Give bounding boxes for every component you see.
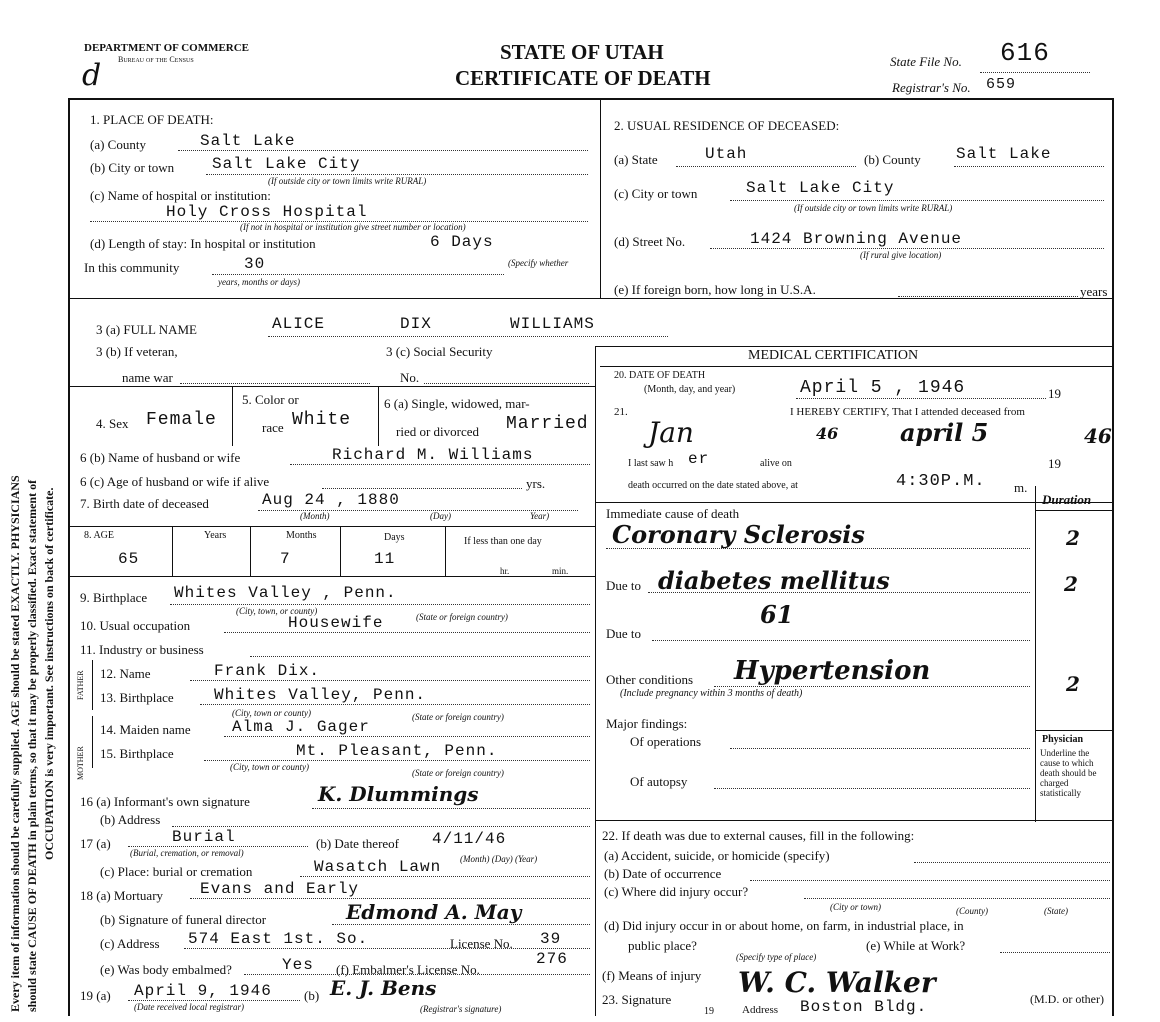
mother-vertical-label: MOTHER <box>76 746 85 780</box>
social-security-label: 3 (c) Social Security <box>386 344 493 359</box>
external-specify-place: (Specify type of place) <box>736 952 817 962</box>
external-b: (b) Date of occurrence <box>604 866 722 881</box>
external-state: (State) <box>1044 906 1068 916</box>
handwritten-mark: d <box>82 58 102 93</box>
external-work: (e) While at Work? <box>866 938 966 953</box>
operations-label: Of operations <box>630 734 702 749</box>
side-note-line-3: OCCUPATION is very important. See instructions on back of certificate. <box>42 487 56 860</box>
residence-state: Utah <box>705 145 748 163</box>
residence-city-note: (If outside city or town limits write RURAL) <box>794 203 953 213</box>
external-a: (a) Accident, suicide, or homicide (specify) <box>604 848 830 863</box>
place-hospital: Holy Cross Hospital <box>166 203 368 221</box>
residence-city-label: (c) City or town <box>614 186 698 201</box>
medical-title: MEDICAL CERTIFICATION <box>748 348 919 363</box>
duration-1: 2 <box>1066 526 1080 550</box>
physician-md-label: (M.D. or other) <box>1030 992 1104 1006</box>
age-years: 65 <box>118 550 140 568</box>
place-heading: 1. PLACE OF DEATH: <box>90 112 214 127</box>
physician-sig-label: 23. Signature <box>602 992 672 1007</box>
burial-place: Wasatch Lawn <box>314 858 442 876</box>
filed-label: 19 (a) <box>80 988 111 1003</box>
father-name: Frank Dix. <box>214 662 321 680</box>
sex-label: 4. Sex <box>96 416 129 431</box>
name-label: 3 (a) FULL NAME <box>96 322 197 337</box>
burial-date: 4/11/46 <box>432 830 507 848</box>
autopsy-label: Of autopsy <box>630 774 688 789</box>
birth-month-note: (Month) <box>300 511 330 521</box>
place-community-label: In this community <box>84 260 180 275</box>
birthplace-value: Whites Valley , Penn. <box>174 584 397 602</box>
department-label: DEPARTMENT OF COMMERCE <box>84 42 250 54</box>
death-time-m: m. <box>1014 480 1028 495</box>
death-date-label: 20. DATE OF DEATH <box>614 370 706 381</box>
birth-date: Aug 24 , 1880 <box>262 491 400 509</box>
residence-foreign-label: (e) If foreign born, how long in U.S.A. <box>614 282 816 297</box>
occupation-label: 10. Usual occupation <box>80 618 191 633</box>
informant-label: 16 (a) Informant's own signature <box>80 794 250 809</box>
residence-street-label: (d) Street No. <box>614 234 686 249</box>
residence-street-note: (If rural give location) <box>860 250 942 260</box>
residence-street: 1424 Browning Avenue <box>750 230 963 248</box>
burial-number: 17 (a) <box>80 836 111 851</box>
state-file-label: State File No. <box>890 54 962 69</box>
race-label: race <box>262 420 284 435</box>
occupation-value: Housewife <box>288 614 384 632</box>
embalmed-value: Yes <box>282 956 314 974</box>
duration-3: 2 <box>1066 672 1080 696</box>
external-c: (c) Where did injury occur? <box>604 884 749 899</box>
birthplace-state-note: (State or foreign country) <box>416 612 508 622</box>
burial-method: Burial <box>172 828 236 846</box>
burial-date-note: (Month) (Day) (Year) <box>460 854 538 864</box>
cert-number: 21. <box>614 406 628 418</box>
age-months: 7 <box>280 550 291 568</box>
other-conditions-label: Other conditions <box>606 672 694 687</box>
physician-address-label: Address <box>742 1004 779 1016</box>
mortuary-label: 18 (a) Mortuary <box>80 888 164 903</box>
state-file-number: 616 <box>1000 38 1050 68</box>
embalmer-license: 276 <box>536 950 568 968</box>
place-stay: 6 Days <box>430 233 494 251</box>
filed-date: April 9, 1946 <box>134 982 272 1000</box>
residence-county-label: (b) County <box>864 152 921 167</box>
burial-place-label: (c) Place: burial or cremation <box>100 864 253 879</box>
handwritten-annotation: 61 <box>760 600 794 629</box>
external-f: (f) Means of injury <box>602 968 702 983</box>
name-first: ALICE <box>272 315 326 333</box>
contributing-cause: diabetes mellitus <box>658 566 890 595</box>
mother-birthplace-label: 15. Birthplace <box>100 746 174 761</box>
age-months-label: Months <box>286 530 317 541</box>
place-units: years, months or days) <box>218 277 300 287</box>
physician-address: Boston Bldg. <box>800 998 928 1016</box>
name-last: WILLIAMS <box>510 315 595 333</box>
form-title-state: STATE OF UTAH <box>500 40 664 64</box>
funeral-license-label: License No. <box>450 936 513 951</box>
alive-on-19: 19 <box>1048 456 1061 471</box>
last-saw-pronoun: er <box>688 450 710 468</box>
other-conditions: Hypertension <box>734 656 931 686</box>
death-date-19: 19 <box>1048 386 1061 401</box>
bureau-label: Bureau of the Census <box>118 55 194 64</box>
immediate-cause: Coronary Sclerosis <box>612 520 865 549</box>
place-city: Salt Lake City <box>212 155 361 173</box>
funeral-license: 39 <box>540 930 562 948</box>
place-county: Salt Lake <box>200 132 296 150</box>
attended-from-year: 46 <box>816 424 839 443</box>
other-conditions-note: (Include pregnancy within 3 months of death) <box>620 688 803 699</box>
filed-note: (Date received local registrar) <box>134 1002 245 1012</box>
age-less-label: If less than one day <box>464 536 542 547</box>
marital-value: Married <box>506 414 589 434</box>
age-min: min. <box>552 566 569 576</box>
attended-to: april 5 <box>900 418 989 447</box>
alive-on-label: alive on <box>760 458 792 469</box>
cert-statement: I HEREBY CERTIFY, That I attended deceased from <box>790 406 1025 418</box>
side-note-line-2: should state CAUSE OF DEATH in plain terms, so that it may be properly classified. Exact statement of <box>25 479 39 1012</box>
registrar-label: Registrar's No. <box>892 80 971 95</box>
physician-note: Underline the cause to which death should be charged statistically <box>1040 748 1097 798</box>
father-birthplace: Whites Valley, Penn. <box>214 686 427 704</box>
external-d-2: public place? <box>628 938 697 953</box>
place-hospital-note: (If not in hospital or institution give street number or location) <box>240 222 466 232</box>
burial-note: (Burial, cremation, or removal) <box>130 848 244 858</box>
attended-from: Jan <box>648 416 694 449</box>
burial-date-label: (b) Date thereof <box>316 836 400 851</box>
director-label: (b) Signature of funeral director <box>100 912 267 927</box>
spouse-value: Richard M. Williams <box>332 446 534 464</box>
sex-value: Female <box>146 410 217 430</box>
marital-label: 6 (a) Single, widowed, mar- <box>384 396 530 411</box>
spouse-yrs: yrs. <box>526 476 546 491</box>
external-city-town: (City or town) <box>830 902 881 912</box>
external-d: (d) Did injury occur in or about home, on farm, in industrial place, in <box>604 918 964 933</box>
informant-signature: K. Dlummings <box>318 782 479 806</box>
place-county-label: (a) County <box>90 137 146 152</box>
race-value: White <box>292 410 352 430</box>
father-vertical-label: FATHER <box>76 670 85 700</box>
father-bp-city-note: (City, town or county) <box>232 708 311 718</box>
duration-2: 2 <box>1064 572 1078 596</box>
last-saw-label: I last saw h <box>628 458 674 469</box>
veteran-label: 3 (b) If veteran, <box>96 344 178 359</box>
spouse-age-label: 6 (c) Age of husband or wife if alive <box>80 474 270 489</box>
age-years-label: Years <box>204 530 227 541</box>
age-days: 11 <box>374 550 396 568</box>
industry-label: 11. Industry or business <box>80 642 204 657</box>
embalmer-license-label: (f) Embalmer's License No. <box>336 962 480 977</box>
death-time: 4:30P.M. <box>896 472 986 491</box>
spouse-label: 6 (b) Name of husband or wife <box>80 450 241 465</box>
birthplace-label: 9. Birthplace <box>80 590 148 605</box>
birthplace-city-note: (City, town, or county) <box>236 606 318 616</box>
registrar-signature: E. J. Bens <box>330 976 437 1000</box>
side-note-line-1: Every item of information should be carefully supplied. AGE should be stated EXACTLY. PHYSICIANS <box>8 475 22 1012</box>
death-date: April 5 , 1946 <box>800 378 966 398</box>
external-heading: 22. If death was due to external causes, fill in the following: <box>602 828 915 843</box>
embalmed-label: (e) Was body embalmed? <box>100 962 232 977</box>
place-specify: (Specify whether <box>508 258 569 268</box>
place-city-label: (b) City or town <box>90 160 175 175</box>
name-war-label: name war <box>122 370 173 385</box>
birth-year-note: Year) <box>530 511 550 521</box>
duration-header: Duration <box>1042 492 1092 507</box>
place-community: 30 <box>244 255 266 273</box>
color-label: 5. Color or <box>242 392 299 407</box>
mother-bp-city-note: (City, town or county) <box>230 762 309 772</box>
external-county: (County) <box>956 906 988 916</box>
due-to-label-1: Due to <box>606 578 642 593</box>
physician-date-19: 19 <box>704 1006 714 1017</box>
informant-address-label: (b) Address <box>100 812 161 827</box>
physician-note-title: Physician <box>1042 734 1084 745</box>
mortuary-value: Evans and Early <box>200 880 360 898</box>
birth-date-label: 7. Birth date of deceased <box>80 496 209 511</box>
mother-maiden-label: 14. Maiden name <box>100 722 191 737</box>
place-hospital-label: (c) Name of hospital or institution: <box>90 188 271 203</box>
major-findings-label: Major findings: <box>606 716 688 731</box>
residence-city: Salt Lake City <box>746 179 895 197</box>
age-hr: hr. <box>500 566 510 576</box>
place-city-note: (If outside city or town limits write RURAL) <box>268 176 427 186</box>
father-birthplace-label: 13. Birthplace <box>100 690 174 705</box>
father-name-label: 12. Name <box>100 666 151 681</box>
funeral-address: 574 East 1st. So. <box>188 930 369 948</box>
age-days-label: Days <box>384 532 405 543</box>
immediate-cause-label: Immediate cause of death <box>606 506 740 521</box>
registrar-sig-label: (b) <box>304 988 320 1003</box>
mother-bp-state-note: (State or foreign country) <box>412 768 504 778</box>
father-bp-state-note: (State or foreign country) <box>412 712 504 722</box>
due-to-label-2: Due to <box>606 626 642 641</box>
director-signature: Edmond A. May <box>346 900 522 924</box>
registrar-sig-note: (Registrar's signature) <box>420 1004 502 1014</box>
form-title: CERTIFICATE OF DEATH <box>455 66 711 90</box>
residence-county: Salt Lake <box>956 145 1052 163</box>
funeral-address-label: (c) Address <box>100 936 160 951</box>
residence-years: years <box>1080 284 1108 299</box>
ss-no-label: No. <box>400 370 420 385</box>
registrar-number: 659 <box>986 76 1017 93</box>
attended-to-year: 46 <box>1084 424 1112 448</box>
name-middle: DIX <box>400 315 432 333</box>
place-stay-label: (d) Length of stay: In hospital or institution <box>90 236 316 251</box>
residence-heading: 2. USUAL RESIDENCE OF DECEASED: <box>614 118 840 133</box>
age-label: 8. AGE <box>84 530 114 541</box>
mother-maiden: Alma J. Gager <box>232 718 370 736</box>
death-date-sub: (Month, day, and year) <box>644 384 736 395</box>
physician-signature: W. C. Walker <box>738 966 936 999</box>
death-time-label: death occurred on the date stated above, at <box>628 480 798 491</box>
mother-birthplace: Mt. Pleasant, Penn. <box>296 742 498 760</box>
birth-day-note: (Day) <box>430 511 451 521</box>
marital-label-2: ried or divorced <box>396 424 480 439</box>
residence-state-label: (a) State <box>614 152 658 167</box>
